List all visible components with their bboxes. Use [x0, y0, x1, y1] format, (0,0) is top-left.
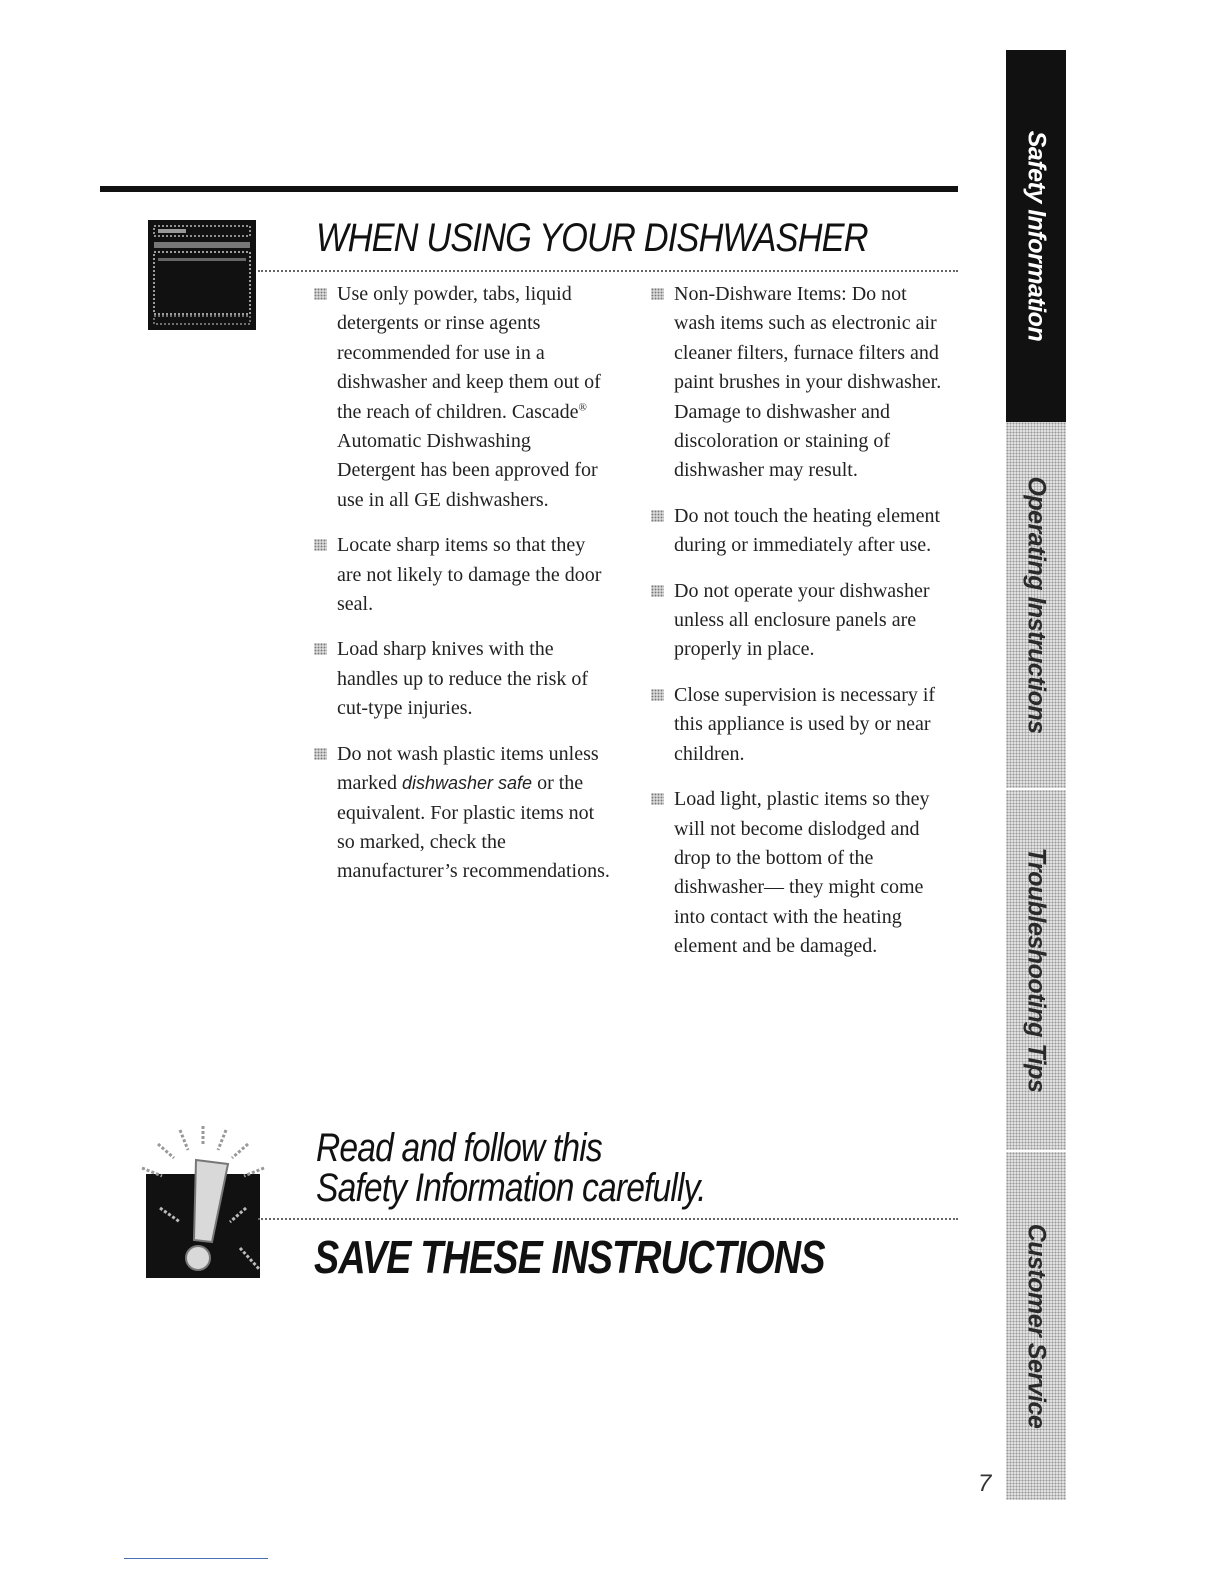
tab-label: Operating Instructions: [1022, 476, 1051, 734]
left-column: [314, 280, 614, 903]
item-text: Load sharp knives with the handles up to reduce the risk of cut-type injuries.: [337, 638, 589, 720]
list-item: [651, 577, 951, 665]
tab-operating-instructions[interactable]: [1006, 422, 1066, 788]
top-rule: [100, 186, 958, 192]
tab-label: Safety Information: [1022, 130, 1051, 342]
closing-underline: [258, 1218, 958, 1220]
section-heading: WHEN USING YOUR DISHWASHER: [316, 216, 868, 260]
list-item: [314, 280, 614, 515]
bullet-icon: [651, 585, 664, 597]
list-item: [314, 740, 614, 887]
right-column: [651, 280, 951, 978]
tab-troubleshooting-tips[interactable]: [1006, 790, 1066, 1150]
item-text: Do not operate your dishwasher unless all enclosure panels are properly in place.: [674, 579, 930, 661]
tab-label: Customer Service: [1022, 1223, 1051, 1429]
item-text: Do not touch the heating element during or immediately after use.: [674, 504, 941, 557]
page-number: 7: [978, 1470, 992, 1497]
list-item: [651, 785, 951, 961]
tab-customer-service[interactable]: [1006, 1152, 1066, 1500]
bullet-icon: [314, 748, 327, 760]
read-and-follow-line: Read and follow this: [316, 1126, 602, 1170]
dishwasher-safe-term: dishwasher safe: [401, 773, 533, 794]
list-item: [314, 635, 614, 723]
item-text: Use only powder, tabs, liquid detergents or rinse agents recommended for use in a dishwasher and keep them out of the reach of children. Cascade: [337, 283, 601, 423]
item-text: Close supervision is necessary if this appliance is used by or near children.: [674, 683, 936, 765]
bullet-icon: [651, 510, 664, 522]
list-item: [651, 681, 951, 769]
bullet-icon: [314, 643, 327, 655]
list-item: [651, 280, 951, 486]
warning-exclamation-icon: [136, 1124, 270, 1280]
item-text: Non-Dishware Items: Do not wash items such as electronic air cleaner filters, furnace filters and paint brushes in your dishwasher. Damage to dishwasher and discoloration or staining of dishwasher may result.: [674, 283, 942, 482]
bullet-icon: [314, 539, 327, 551]
bullet-icon: [651, 793, 664, 805]
registered-mark: ®: [578, 400, 587, 413]
dishwasher-icon: [146, 218, 258, 334]
item-text: Load light, plastic items so they will not become dislodged and drop to the bottom of the dishwasher— they might come into contact with the heating element and be damaged.: [674, 788, 930, 958]
bullet-icon: [651, 288, 664, 300]
save-these-instructions: SAVE THESE INSTRUCTIONS: [314, 1231, 825, 1283]
list-item: [651, 502, 951, 561]
item-text: Do not wash plastic items unless marked: [337, 742, 599, 795]
footer-rule: [124, 1558, 268, 1559]
heading-underline: [258, 270, 958, 272]
side-tab-strip: [1006, 50, 1066, 1500]
tab-safety-information[interactable]: [1006, 50, 1066, 422]
list-item: [314, 531, 614, 619]
item-text: Locate sharp items so that they are not likely to damage the door seal.: [337, 534, 602, 616]
item-text-continued: Automatic Dishwashing Detergent has been approved for use in all GE dishwashers.: [337, 430, 598, 511]
bullet-icon: [314, 288, 327, 300]
tab-label: Troubleshooting Tips: [1022, 847, 1051, 1093]
item-text-continued: or the equivalent. For plastic items not so marked, check the manufacturer’s recommendations.: [337, 772, 610, 883]
safety-information-line: Safety Information carefully.: [316, 1166, 706, 1210]
bullet-icon: [651, 689, 664, 701]
